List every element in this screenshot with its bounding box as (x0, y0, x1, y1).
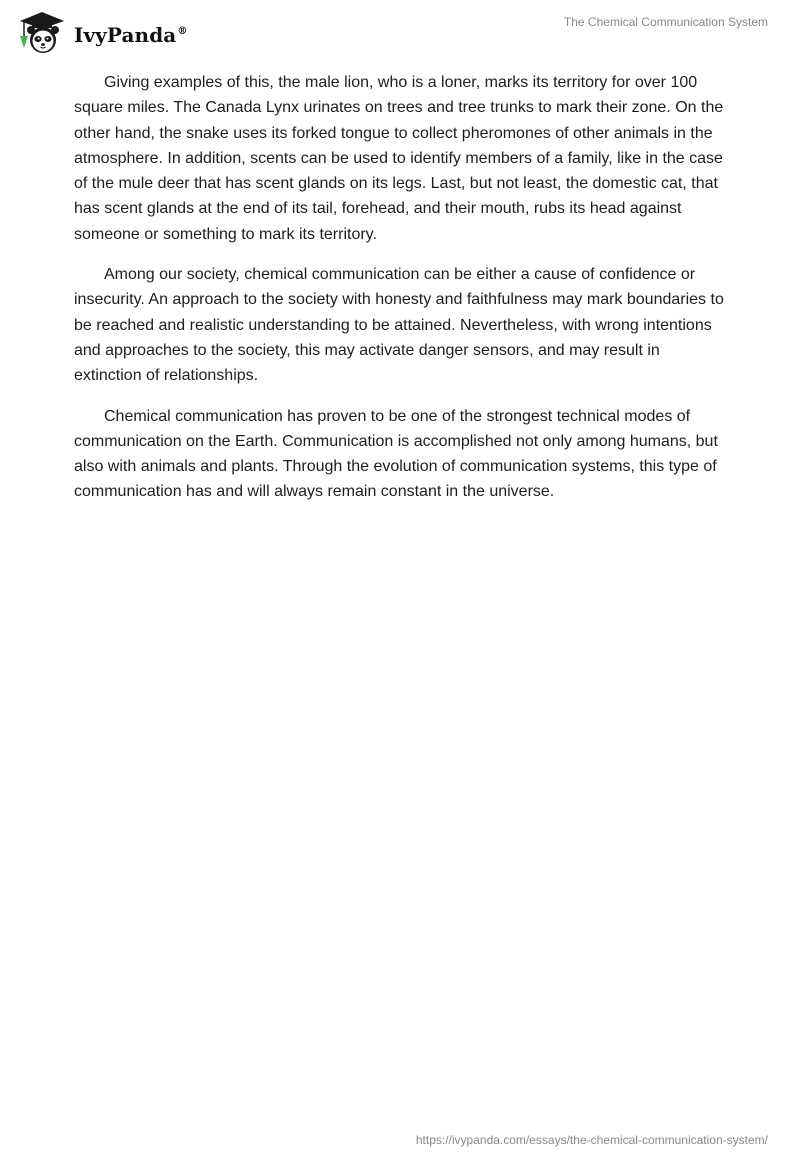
page-header (0, 0, 800, 60)
source-url[interactable]: https://ivypanda.com/essays/the-chemical-communication-system/ (415, 1133, 768, 1147)
brand-name: IvyPanda® (74, 23, 188, 47)
paragraph: Chemical communication has proven to be one of the strongest technical modes of communication on the Earth. Communication is accomplished not only among humans, but also with animals and plants. Through the evolution of communication systems, this type of communication has and will always remain constant in the universe. (74, 407, 718, 501)
paragraph: Among our society, chemical communication can be either a cause of confidence or insecurity. An approach to the society with honesty and faithfulness may mark boundaries to be reached and realistic understanding to be attained. Nevertheless, with wrong intentions and approaches to the society, this may activate danger sensors, and may result in extinction of relationships. (74, 266, 724, 385)
registered-mark: ® (177, 26, 188, 38)
document-title: The Chemical Communication System (563, 15, 768, 29)
essay-body (74, 70, 728, 520)
brand-logo[interactable] (16, 10, 187, 56)
paragraph: Giving examples of this, the male lion, who is a loner, marks its territory for over 100 square miles. The Canada Lynx urinates on trees and tree trunks to mark their zone. On the other hand, the snake uses its forked tongue to collect pheromones of other animals in the atmosphere. In addition, scents can be used to identify members of a family, like in the case of the mule deer that has scent glands on its legs. Last, but not least, the domestic cat, that has scent glands at the end of its tail, forehead, and their mouth, rubs its head against someone or something to mark its territory. (74, 74, 724, 243)
panda-graduation-cap-logo-icon (16, 10, 68, 56)
